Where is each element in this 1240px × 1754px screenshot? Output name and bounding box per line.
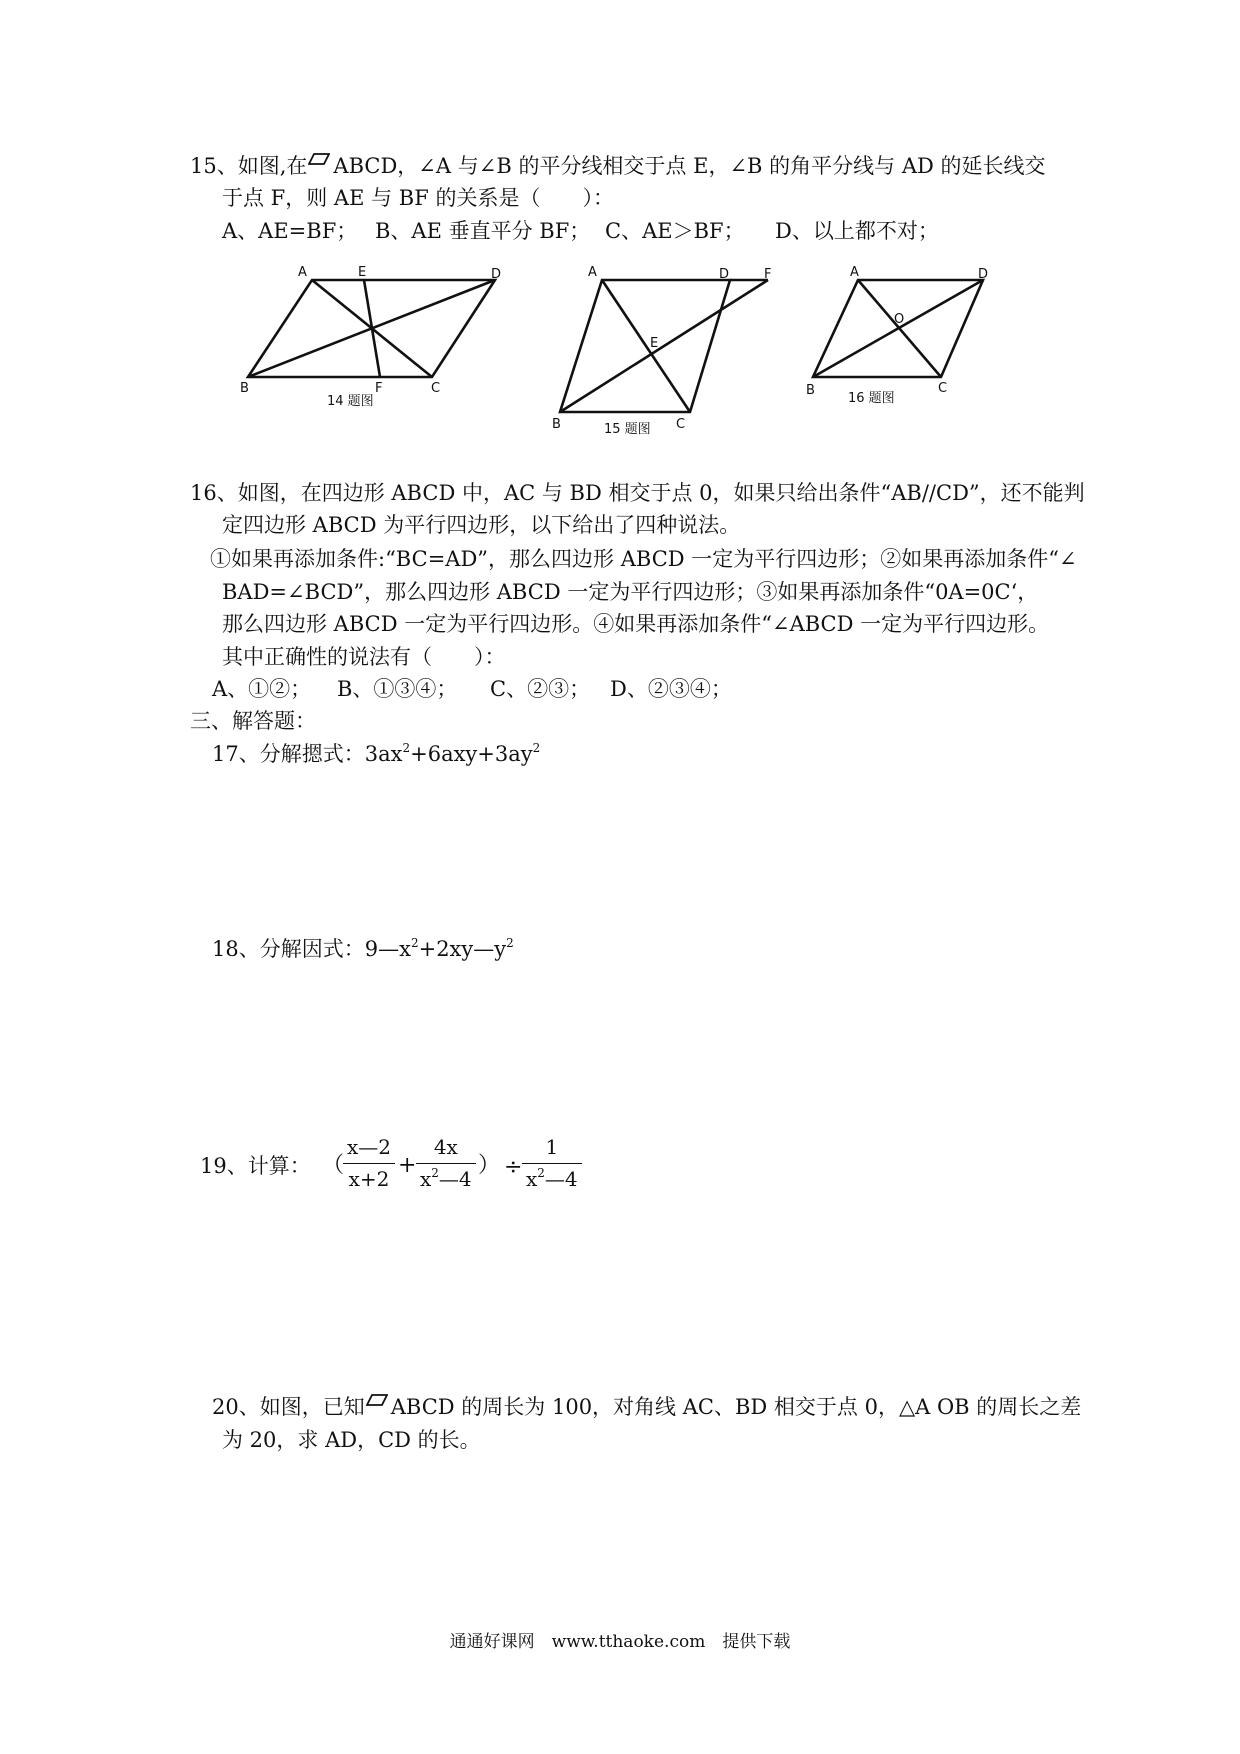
figure-14-label-f: F: [375, 381, 383, 396]
figure-16-label-c: C: [938, 381, 948, 396]
figure-14-caption: 14 题图: [327, 394, 374, 409]
q19-open-paren: （: [322, 1153, 345, 1178]
q18-prefix: 18、分解因式：: [212, 937, 365, 961]
figure-15-label-a: A: [588, 265, 597, 280]
q20-line2: 为 20，求 AD，CD 的长。: [222, 1428, 481, 1452]
q16-line5: 那么四边形 ABCD 一定为平行四边形。④如果再添加条件“∠ABCD 一定为平行四边形。: [222, 612, 1050, 636]
figure-15-label-b: B: [552, 417, 561, 432]
q16-line4: BAD=∠BCD”，那么四边形 ABCD 一定为平行四边形；③如果再添加条件“0A=0C‘，: [222, 580, 1039, 604]
q17-expression: [365, 742, 541, 766]
q18: [212, 934, 514, 964]
q19-fraction-1-numerator: x—2: [343, 1134, 395, 1164]
q15-line1: [190, 151, 1046, 181]
figure-15-bisector-bf: [560, 280, 768, 412]
q19-fraction-2-numerator: 4x: [416, 1134, 476, 1164]
q19-fraction-3-den-rest: —4: [544, 1167, 578, 1191]
figure-16-label-o: O: [894, 312, 905, 327]
figure-14-segment-ef: [364, 280, 380, 377]
q17-exponent-1: 2: [402, 741, 411, 755]
q19-fraction-2-den-rest: —4: [438, 1167, 472, 1191]
q19-fraction-3-den-base: x: [526, 1167, 538, 1191]
q17-term-2: +6axy+3ay: [410, 742, 533, 766]
q20-line1: [212, 1392, 1081, 1422]
q19-fraction-1-denominator: x+2: [348, 1167, 390, 1191]
q15-line1-start: 15、如图,在: [190, 154, 308, 178]
page-footer: 通通好课网 www.tthaoke.com 提供下载: [449, 1632, 791, 1652]
figure-14-label-c: C: [431, 381, 441, 396]
q17-exponent-2: 2: [532, 741, 541, 755]
q20-line1-start: 20、如图，已知: [212, 1395, 365, 1419]
q16-option-a: A、①②；: [212, 677, 312, 701]
q19-fraction-2-den-base: x: [420, 1167, 432, 1191]
q18-term-2: +2xy—y: [418, 937, 507, 961]
figure-14-lines: [248, 280, 495, 377]
q17: [212, 739, 540, 769]
figure-15-label-d: D: [719, 267, 730, 282]
q16-line3: ①如果再添加条件:“BC=AD”，那么四边形 ABCD 一定为平行四边形；②如果再添加条件“∠: [210, 547, 1077, 571]
q15-line1-end: ABCD，∠A 与∠B 的平分线相交于点 E，∠B 的角平分线与 AD 的延长线交: [333, 154, 1046, 178]
q19-fraction-2-denominator: [416, 1164, 476, 1192]
q15-option-b: B、AE 垂直平分 BF；: [375, 219, 591, 243]
figure-16-label-d: D: [978, 267, 989, 282]
q15-line2: 于点 F，则 AE 与 BF 的关系是（ ）：: [222, 186, 614, 210]
q19-fraction-1: [343, 1134, 395, 1192]
figure-16-lines: [813, 280, 983, 377]
q19-plus: +: [398, 1153, 417, 1178]
q19-fraction-2: [416, 1134, 476, 1192]
q17-prefix: 17、分解摁式：: [212, 742, 365, 766]
q16-option-c: C、②③；: [490, 677, 591, 701]
figure-16-label-b: B: [806, 383, 815, 398]
figure-15-bisector-a: [602, 280, 690, 412]
q15-option-d: D、以上都不对；: [775, 219, 939, 243]
q17-term-1: 3ax: [364, 742, 403, 766]
parallelogram-icon: [308, 153, 330, 165]
figure-15-lines: [560, 280, 768, 412]
figure-14-label-a: A: [298, 265, 307, 280]
q15-option-a: A、AE=BF；: [222, 219, 358, 243]
figure-15: [548, 262, 780, 440]
q16-line6: 其中正确性的说法有（ ）：: [222, 645, 506, 669]
figure-14: [230, 262, 510, 420]
q19-fraction-3: [522, 1134, 582, 1192]
q15-option-c: C、AE＞BF；: [605, 219, 745, 243]
q16-option-b: B、①③④；: [337, 677, 458, 701]
figure-16: [800, 262, 1000, 412]
figure-15-label-c: C: [676, 417, 686, 432]
q16-option-d: D、②③④；: [610, 677, 732, 701]
figure-16-diagonal-bd: [813, 280, 983, 377]
q19-fraction-2-den-exponent: 2: [431, 1166, 439, 1180]
q18-exponent-2: 2: [506, 936, 514, 950]
figure-14-label-b: B: [240, 381, 249, 396]
q19-fraction-3-den-exponent: 2: [537, 1166, 545, 1180]
q18-term-1: 9—x: [364, 937, 411, 961]
figure-14-label-e: E: [358, 265, 367, 280]
q19-close-paren: ）: [478, 1153, 501, 1178]
q18-exponent-1: 2: [410, 936, 419, 950]
q19-fraction-3-denominator: [522, 1164, 582, 1192]
q19-divide: ÷: [504, 1155, 523, 1180]
q19-prefix: 19、计算：: [200, 1154, 311, 1178]
section-3-title: 三、解答题：: [190, 709, 316, 733]
q18-expression: [365, 937, 514, 961]
q20-line1-end: ABCD 的周长为 100，对角线 AC、BD 相交于点 0，△A OB 的周长之差: [390, 1395, 1082, 1419]
figure-14-label-d: D: [491, 267, 502, 282]
figure-16-caption: 16 题图: [848, 391, 895, 406]
figure-15-label-f: F: [764, 267, 772, 282]
q16-line2: 定四边形 ABCD 为平行四边形，以下给出了四种说法。: [222, 513, 741, 537]
figure-15-label-e: E: [650, 336, 659, 351]
q16-line1: 16、如图，在四边形 ABCD 中，AC 与 BD 相交于点 0，如果只给出条件“AB//CD”，还不能判: [190, 481, 1085, 505]
parallelogram-icon: [366, 1394, 388, 1406]
figure-16-label-a: A: [850, 265, 859, 280]
q19-fraction-3-numerator: 1: [522, 1134, 582, 1164]
figure-15-caption: 15 题图: [604, 422, 651, 437]
